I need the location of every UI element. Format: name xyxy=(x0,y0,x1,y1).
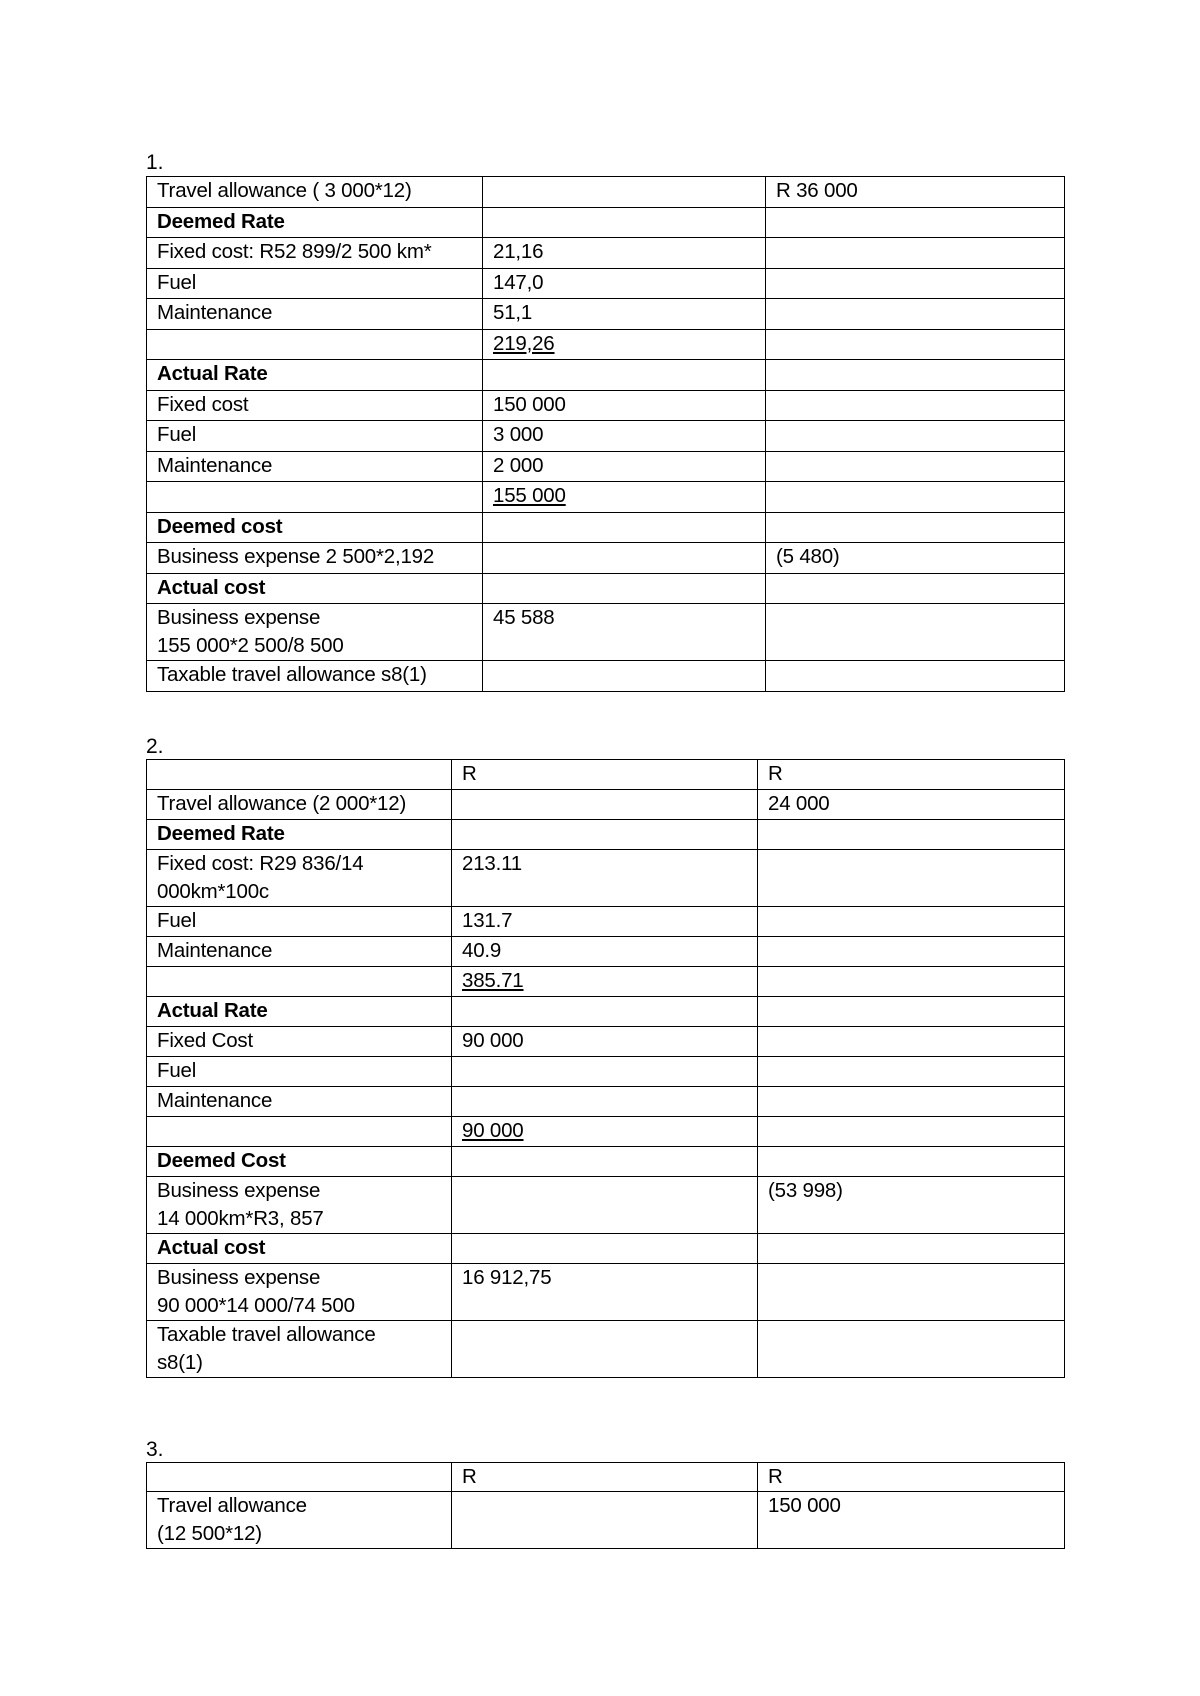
amount-cell xyxy=(766,512,1065,543)
table-row xyxy=(147,1492,1065,1549)
amount-cell: 213.11 xyxy=(452,850,758,907)
table-row xyxy=(147,820,1065,850)
table-row xyxy=(147,268,1065,299)
row-label-cell: Fixed cost: R29 836/14 000km*100c xyxy=(147,850,452,907)
row-label-cell: Travel allowance (12 500*12) xyxy=(147,1492,452,1549)
amount-cell xyxy=(483,207,766,238)
row-label-cell: Travel allowance (2 000*12) xyxy=(147,790,452,820)
table-row xyxy=(147,1321,1065,1378)
row-label-cell xyxy=(147,1463,452,1492)
amount-cell xyxy=(452,790,758,820)
row-label-cell: Fuel xyxy=(147,268,483,299)
amount-cell xyxy=(452,1234,758,1264)
amount-cell xyxy=(766,573,1065,604)
row-label-cell: Maintenance xyxy=(147,1087,452,1117)
amount-cell xyxy=(483,360,766,391)
amount-cell: 2 000 xyxy=(483,451,766,482)
amount-cell xyxy=(758,1117,1065,1147)
amount-cell xyxy=(758,1264,1065,1321)
section-1-number: 1. xyxy=(146,151,164,174)
amount-cell: 3 000 xyxy=(483,421,766,452)
table-row xyxy=(147,967,1065,997)
amount-cell xyxy=(766,329,1065,360)
amount-cell: 150 000 xyxy=(483,390,766,421)
table-row xyxy=(147,790,1065,820)
table-row xyxy=(147,482,1065,513)
amount-cell xyxy=(758,907,1065,937)
amount-cell xyxy=(758,820,1065,850)
table-row xyxy=(147,512,1065,543)
amount-cell xyxy=(758,1027,1065,1057)
table-row xyxy=(147,299,1065,330)
amount-cell xyxy=(452,1492,758,1549)
row-label-cell: Taxable travel allowance s8(1) xyxy=(147,1321,452,1378)
table-row xyxy=(147,1147,1065,1177)
amount-cell xyxy=(483,661,766,692)
amount-cell xyxy=(758,1321,1065,1378)
amount-cell: (5 480) xyxy=(766,543,1065,574)
amount-cell xyxy=(766,661,1065,692)
table-row xyxy=(147,937,1065,967)
amount-cell xyxy=(758,850,1065,907)
amount-cell: 147,0 xyxy=(483,268,766,299)
table-row xyxy=(147,329,1065,360)
amount-cell xyxy=(766,604,1065,661)
table-row xyxy=(147,207,1065,238)
amount-cell xyxy=(766,207,1065,238)
row-label-cell: Business expense 2 500*2,192 xyxy=(147,543,483,574)
amount-cell xyxy=(758,1087,1065,1117)
amount-cell: 40.9 xyxy=(452,937,758,967)
amount-cell xyxy=(483,329,766,360)
row-label-cell: Business expense 14 000km*R3, 857 xyxy=(147,1177,452,1234)
amount-cell xyxy=(452,1057,758,1087)
amount-cell xyxy=(483,512,766,543)
amount-cell xyxy=(452,997,758,1027)
amount-cell xyxy=(452,1177,758,1234)
amount-cell xyxy=(758,967,1065,997)
section-1-body xyxy=(147,177,1065,692)
amount-cell xyxy=(766,238,1065,269)
amount-cell xyxy=(452,1087,758,1117)
row-label-cell: Actual Rate xyxy=(147,997,452,1027)
table-row xyxy=(147,1027,1065,1057)
amount-cell: 21,16 xyxy=(483,238,766,269)
table-row xyxy=(147,907,1065,937)
table-row xyxy=(147,760,1065,790)
row-label-cell: Fixed Cost xyxy=(147,1027,452,1057)
row-label-cell xyxy=(147,329,483,360)
section-2-body xyxy=(147,760,1065,1378)
amount-cell: 131.7 xyxy=(452,907,758,937)
table-row xyxy=(147,604,1065,661)
table-row xyxy=(147,390,1065,421)
table-row xyxy=(147,360,1065,391)
row-label-cell: Taxable travel allowance s8(1) xyxy=(147,661,483,692)
section-2-table xyxy=(146,759,1065,1378)
row-label-cell: Fixed cost xyxy=(147,390,483,421)
amount-cell xyxy=(483,177,766,208)
subtotal-value: 90 000 xyxy=(462,1119,524,1142)
amount-cell: 90 000 xyxy=(452,1027,758,1057)
amount-cell xyxy=(452,820,758,850)
amount-cell: R 36 000 xyxy=(766,177,1065,208)
table-row xyxy=(147,1117,1065,1147)
amount-cell xyxy=(483,543,766,574)
amount-cell: 16 912,75 xyxy=(452,1264,758,1321)
table-row xyxy=(147,177,1065,208)
row-label-cell: Deemed Cost xyxy=(147,1147,452,1177)
amount-cell xyxy=(766,268,1065,299)
amount-cell xyxy=(766,390,1065,421)
row-label-cell: Maintenance xyxy=(147,451,483,482)
amount-cell xyxy=(452,1117,758,1147)
amount-cell xyxy=(758,1057,1065,1087)
table-row xyxy=(147,451,1065,482)
row-label-cell: Fuel xyxy=(147,421,483,452)
row-label-cell xyxy=(147,967,452,997)
row-label-cell: Fuel xyxy=(147,907,452,937)
table-row xyxy=(147,1234,1065,1264)
amount-cell: (53 998) xyxy=(758,1177,1065,1234)
row-label-cell: Actual cost xyxy=(147,1234,452,1264)
amount-cell xyxy=(758,937,1065,967)
amount-cell: R xyxy=(452,760,758,790)
section-3-number: 3. xyxy=(146,1438,164,1461)
row-label-cell: Maintenance xyxy=(147,299,483,330)
section-3-body xyxy=(147,1463,1065,1549)
table-row xyxy=(147,661,1065,692)
amount-cell xyxy=(758,1234,1065,1264)
amount-cell xyxy=(758,997,1065,1027)
amount-cell xyxy=(452,967,758,997)
row-label-cell: Maintenance xyxy=(147,937,452,967)
amount-cell xyxy=(766,451,1065,482)
table-row xyxy=(147,573,1065,604)
amount-cell: 150 000 xyxy=(758,1492,1065,1549)
amount-cell xyxy=(452,1321,758,1378)
table-row xyxy=(147,238,1065,269)
row-label-cell xyxy=(147,760,452,790)
amount-cell: R xyxy=(452,1463,758,1492)
subtotal-value: 219,26 xyxy=(493,331,555,355)
row-label-cell: Travel allowance ( 3 000*12) xyxy=(147,177,483,208)
row-label-cell: Actual cost xyxy=(147,573,483,604)
table-row xyxy=(147,1057,1065,1087)
amount-cell xyxy=(483,573,766,604)
table-row xyxy=(147,421,1065,452)
amount-cell: R xyxy=(758,1463,1065,1492)
subtotal-value: 155 000 xyxy=(493,484,566,507)
table-row xyxy=(147,1087,1065,1117)
section-1-table xyxy=(146,176,1065,692)
row-label-cell: Business expense 155 000*2 500/8 500 xyxy=(147,604,483,661)
row-label-cell: Actual Rate xyxy=(147,360,483,391)
section-3-table xyxy=(146,1462,1065,1549)
row-label-cell: Deemed cost xyxy=(147,512,483,543)
table-row xyxy=(147,1264,1065,1321)
amount-cell xyxy=(766,360,1065,391)
amount-cell: R xyxy=(758,760,1065,790)
amount-cell: 51,1 xyxy=(483,299,766,330)
amount-cell xyxy=(758,1147,1065,1177)
amount-cell xyxy=(452,1147,758,1177)
amount-cell xyxy=(766,421,1065,452)
subtotal-value: 385.71 xyxy=(462,969,524,992)
amount-cell: 24 000 xyxy=(758,790,1065,820)
table-row xyxy=(147,850,1065,907)
row-label-cell: Fuel xyxy=(147,1057,452,1087)
amount-cell xyxy=(766,482,1065,513)
table-row xyxy=(147,1463,1065,1492)
row-label-cell: Deemed Rate xyxy=(147,820,452,850)
amount-cell xyxy=(483,482,766,513)
row-label-cell: Deemed Rate xyxy=(147,207,483,238)
row-label-cell xyxy=(147,482,483,513)
table-row xyxy=(147,1177,1065,1234)
amount-cell: 45 588 xyxy=(483,604,766,661)
table-row xyxy=(147,997,1065,1027)
row-label-cell xyxy=(147,1117,452,1147)
table-row xyxy=(147,543,1065,574)
amount-cell xyxy=(766,299,1065,330)
row-label-cell: Fixed cost: R52 899/2 500 km* xyxy=(147,238,483,269)
row-label-cell: Business expense 90 000*14 000/74 500 xyxy=(147,1264,452,1321)
section-2-number: 2. xyxy=(146,735,164,758)
